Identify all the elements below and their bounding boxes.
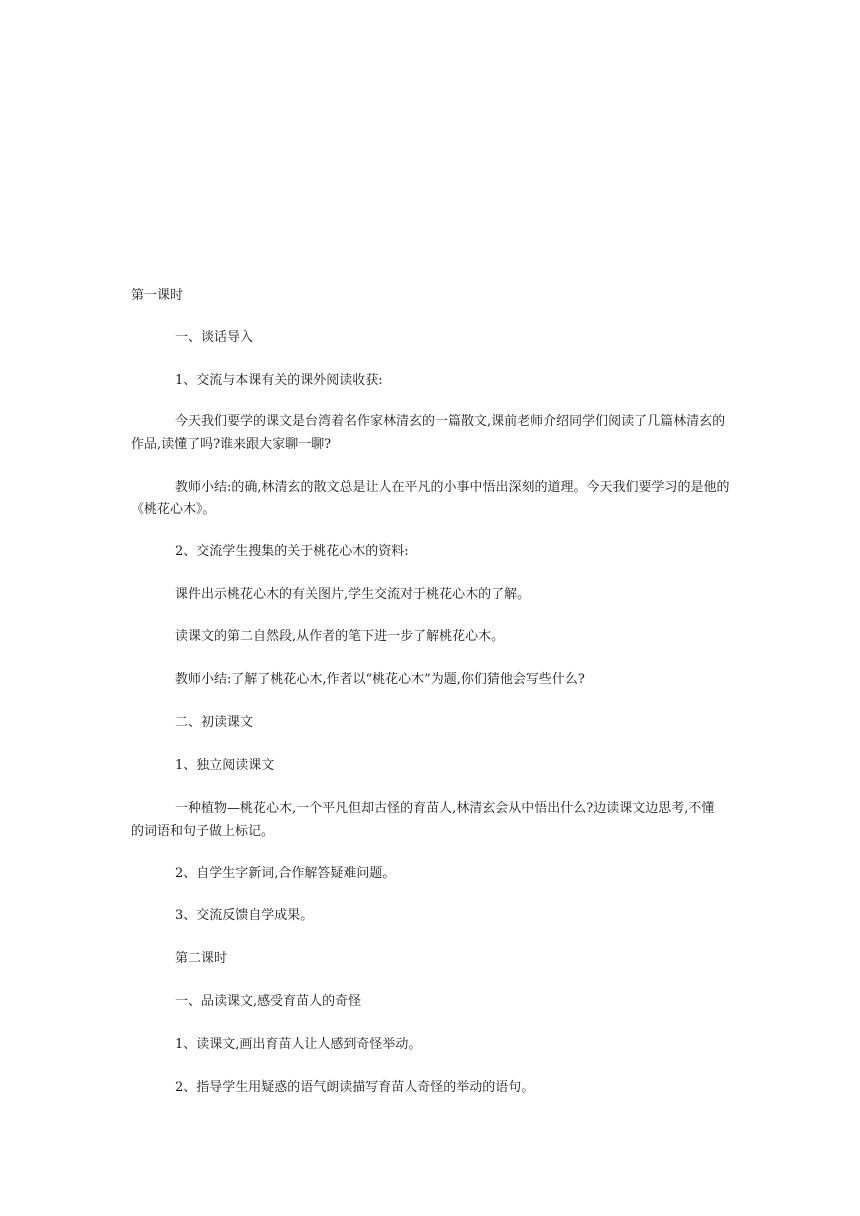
- paragraph-line: 今天我们要学的课文是台湾着名作家林清玄的一篇散文,课前老师介绍同学们阅读了几篇林清玄的: [175, 414, 726, 429]
- paragraph-line: 教师小结:了解了桃花心木,作者以“桃花心木”为题,你们猜他会写些什么?: [175, 672, 585, 687]
- paragraph-line: 读课文的第二自然段,从作者的笔下进一步了解桃花心木。: [175, 629, 505, 644]
- step-item: 2、自学生字新词,合作解答疑难问题。: [175, 866, 396, 881]
- step-item: 1、读课文,画出育苗人让人感到奇怪举动。: [175, 1037, 422, 1052]
- paragraph-line: 课件出示桃花心木的有关图片,学生交流对于桃花心木的了解。: [175, 587, 531, 602]
- step-item: 2、交流学生搜集的关于桃花心木的资料:: [175, 544, 409, 559]
- step-item: 2、指导学生用疑惑的语气朗读描写育苗人奇怪的举动的语句。: [175, 1080, 535, 1095]
- step-item: 1、交流与本课有关的课外阅读收获:: [175, 373, 383, 388]
- section-heading: 一、品读课文,感受育苗人的奇怪: [175, 994, 362, 1009]
- lesson-heading: 第二课时: [175, 951, 228, 966]
- lesson-heading: 第一课时: [131, 288, 184, 303]
- step-item: 1、独立阅读课文: [175, 758, 275, 773]
- paragraph-line: 教师小结:的确,林清玄的散文总是让人在平凡的小事中悟出深刻的道理。今天我们要学习的是他的: [175, 480, 730, 495]
- section-heading: 一、谈话导入: [175, 330, 254, 345]
- paragraph-line: 作品,读懂了吗?谁来跟大家聊一聊?: [131, 437, 332, 452]
- paragraph-line: 一种植物—桃花心木,一个平凡但却古怪的育苗人,林清玄会从中悟出什么?边读课文边思考,不懂: [175, 801, 715, 816]
- paragraph-line: 《桃花心木》。: [131, 502, 216, 517]
- section-heading: 二、初读课文: [175, 715, 254, 730]
- paragraph-line: 的词语和句子做上标记。: [131, 824, 275, 839]
- step-item: 3、交流反馈自学成果。: [175, 908, 314, 923]
